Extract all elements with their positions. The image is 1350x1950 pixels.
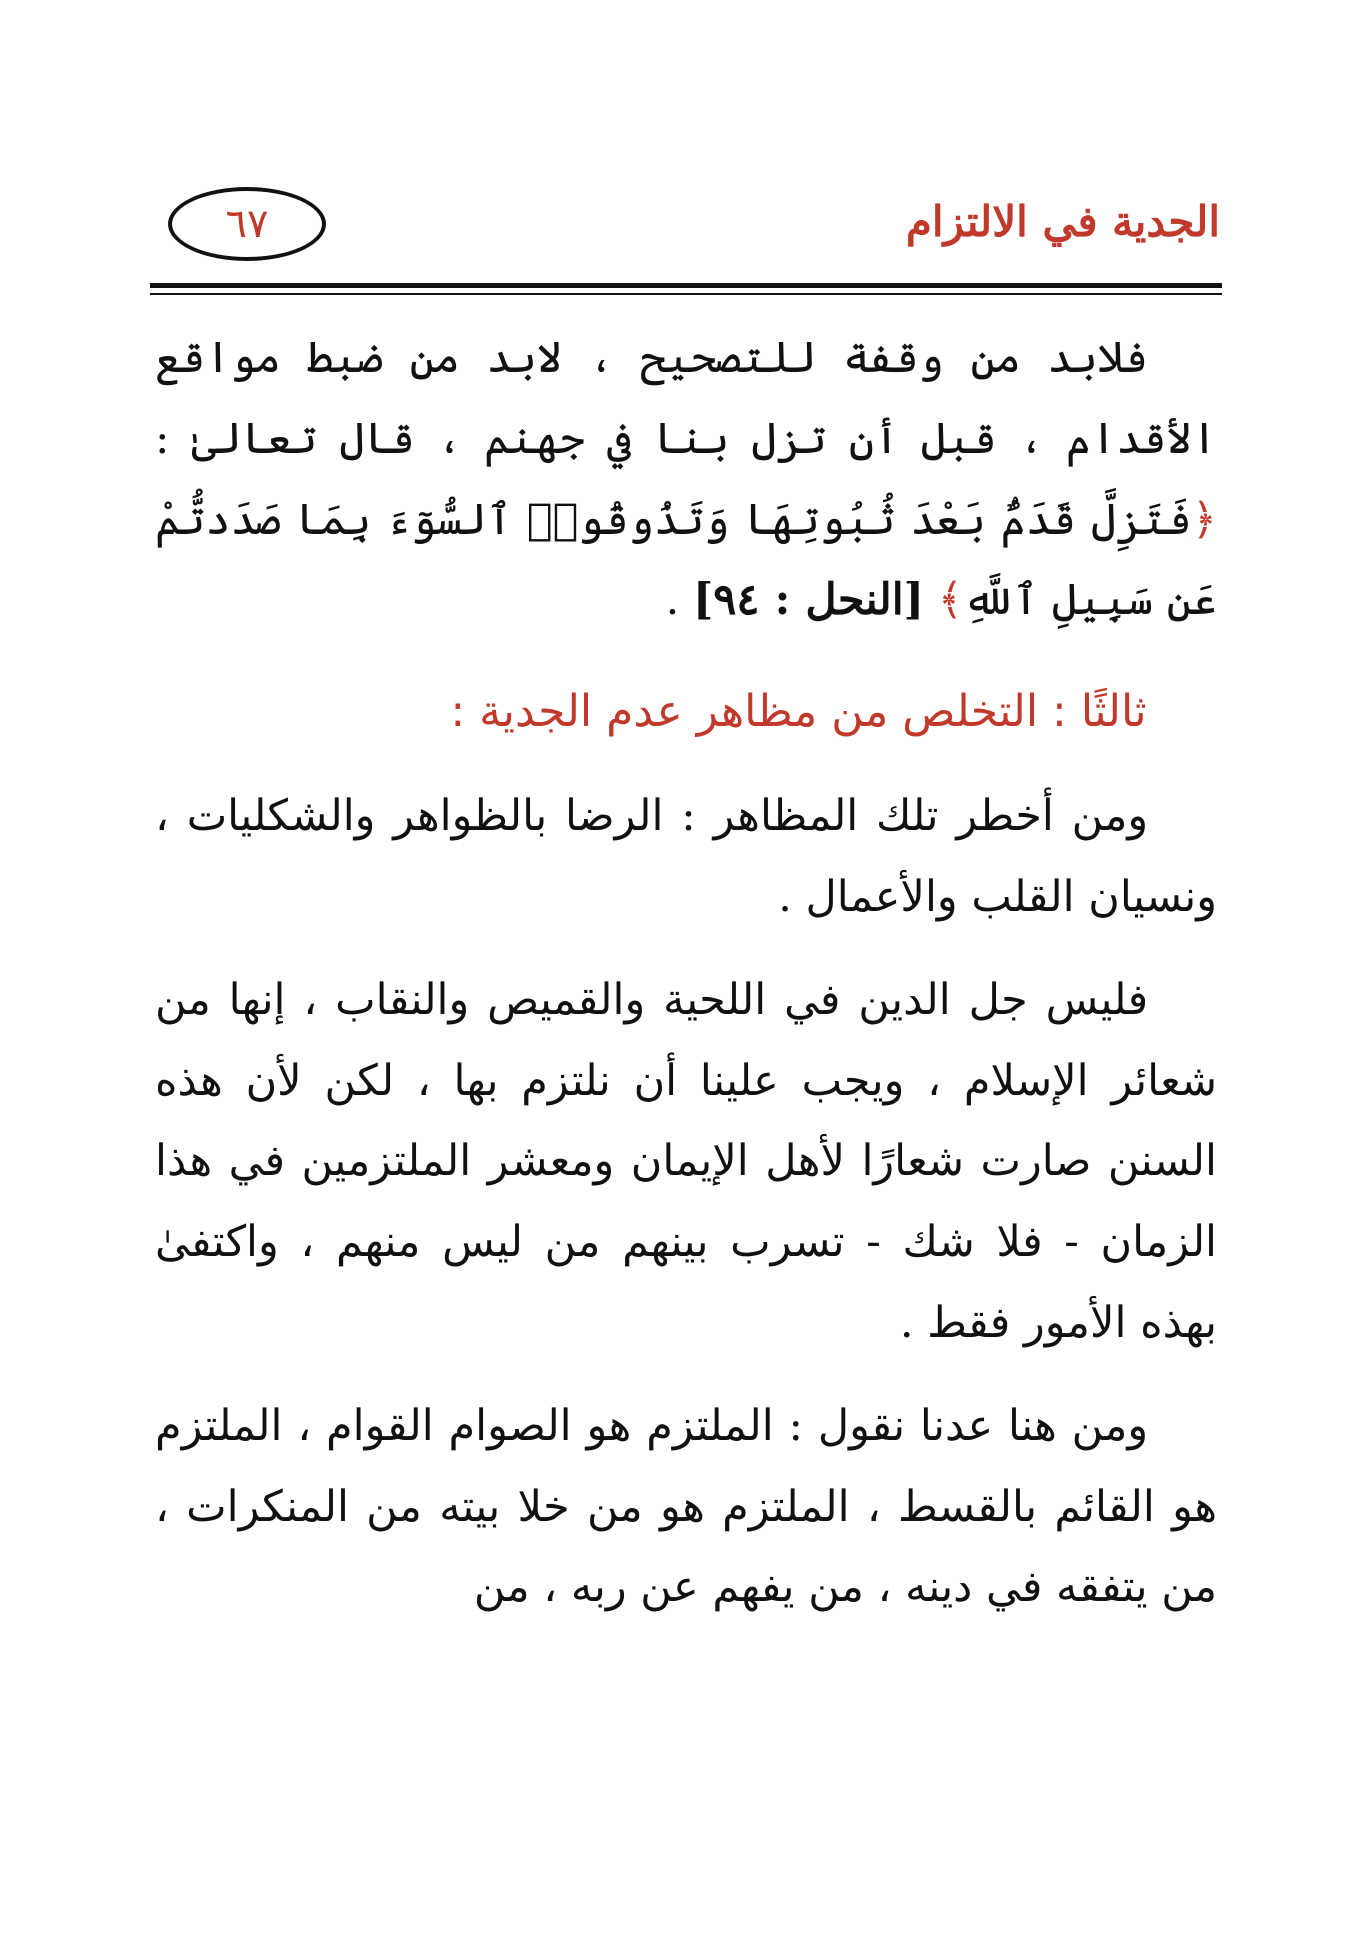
page-number-badge: ٦٧ [168,187,326,261]
citation-period: . [665,575,693,626]
section-heading: ثالثًا : التخلص من مظاهر عدم الجدية : [450,686,1147,738]
paragraph-1-text: فلابد من وقفة للتصحيح ، لابد من ضبط مواقع الأقدام ، قبل أن تزل بنا في جهنم ، قال تعالىٰ : [155,333,1217,464]
verse-citation: [النحل : ٩٤] [692,575,925,626]
running-title: الجدية في الالتزام [905,197,1220,246]
page-body [155,318,1217,1628]
paragraph-4: ومن هنا عدنا نقول : الملتزم هو الصوام القوام ، الملتزم هو القائم بالقسط ، الملتزم هو من خلا بيته من المنكرات ، من يتفقه في دينه ، من يفهم عن ربه ، من [155,1400,1217,1613]
quran-open-bracket: ﴿ [1191,494,1217,545]
paragraph-3: فليس جل الدين في اللحية والقميص والنقاب ، إنها من شعائر الإسلام ، ويجب علينا أن نلتزم بها ، لكن لأن هذه السنن صارت شعارًا لأهل الإيمان ومعشر الملتزمين في هذا الزمان - فلا شك - تسرب بينهم من ليس منهم ، واكتفىٰ بهذه الأمور فقط . [155,974,1217,1348]
page-header [150,185,1220,275]
quran-close-bracket: ﴾ [937,575,963,626]
paragraph-1 [155,318,1217,641]
header-rule-thick [150,283,1222,288]
header-rule-thin [150,293,1222,295]
paragraph-2: ومن أخطر تلك المظاهر : الرضا بالظواهر والشكليات ، ونسيان القلب والأعمال . [155,791,1217,922]
quran-verse: فَتَزِلَّ قَدَمٌۢ بَعْدَ ثُبُوتِهَا وَتَذُوقُوا۟ ٱلسُّوٓءَ بِمَا صَدَدتُّمْ عَن سَبِيلِ ٱللَّهِ [155,494,1217,626]
